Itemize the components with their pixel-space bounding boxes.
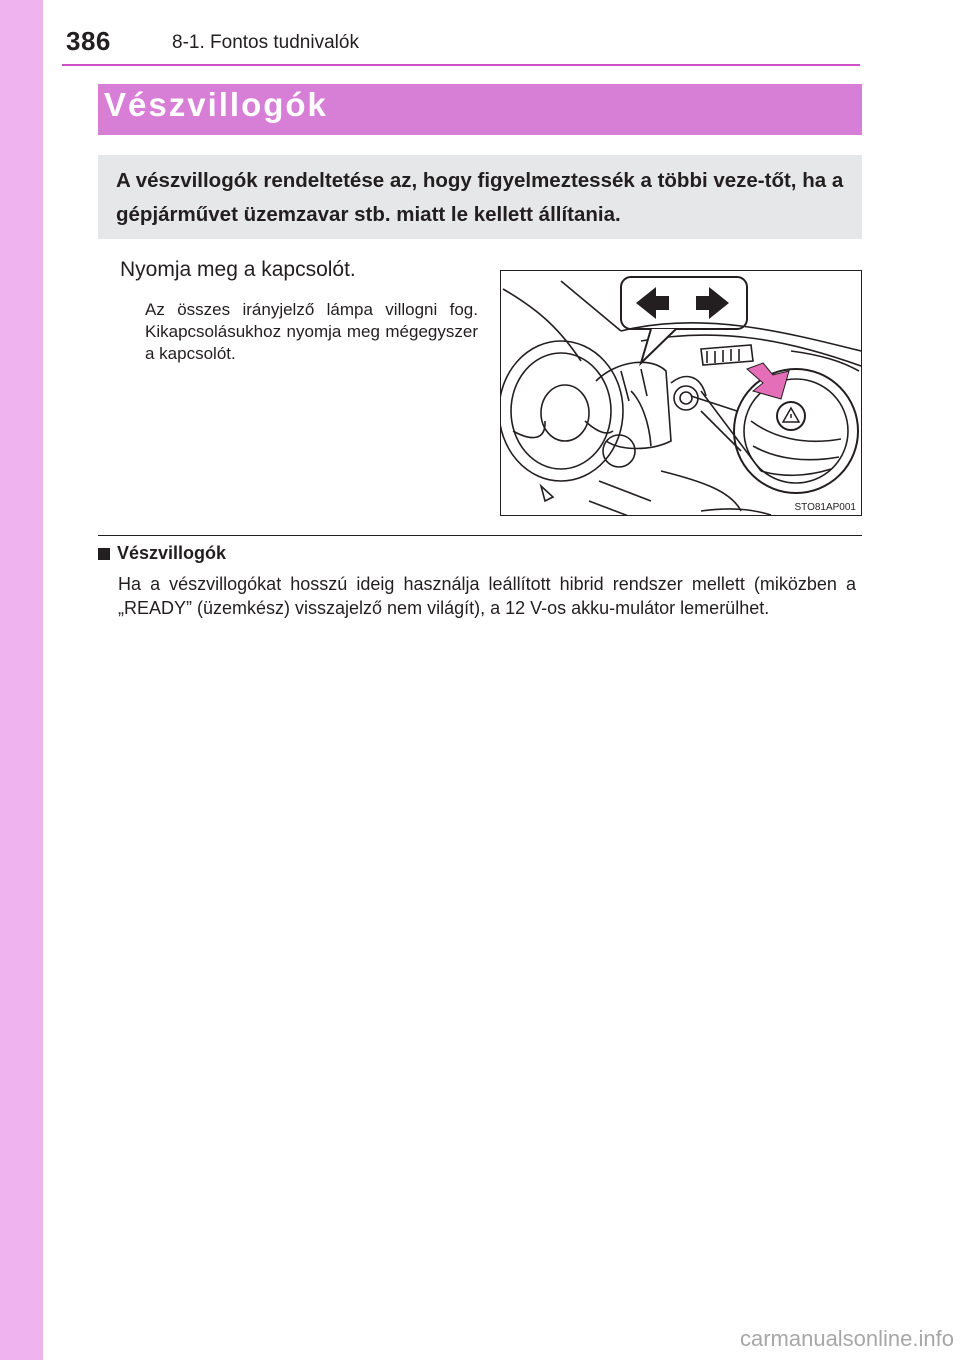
- note-body: Ha a vészvillogókat hosszú ideig használja leállított hibrid rendszer mellett (miközben a „READY” (üzemkész) visszajelző nem világít), a 12 V-os akku-mulátor lemerülhet.: [118, 574, 856, 618]
- footer-watermark: carmanualsonline.info: [739, 1326, 954, 1351]
- side-strip: [0, 0, 43, 1360]
- chapter-title: 8-1. Fontos tudnivalók: [172, 32, 359, 53]
- intro-text: A vészvillogók rendeltetése az, hogy figyelmeztessék a többi veze-tőt, ha a gépjárművet üzemzavar stb. miatt le kellett állítania.: [116, 169, 844, 226]
- page-number: 386: [66, 26, 111, 56]
- section-divider: [98, 535, 862, 536]
- figure-code: STO81AP001: [794, 502, 856, 513]
- hazard-triangle-icon: [783, 408, 799, 422]
- step-title: Nyomja meg a kapcsolót.: [120, 258, 356, 281]
- dashboard-illustration: [501, 271, 862, 516]
- step-description: Az összes irányjelző lámpa villogni fog. Kikapcsolásukhoz nyomja meg mégegyszer a kapcsolót.: [145, 300, 478, 363]
- section-title: Vészvillogók: [104, 86, 328, 123]
- hazard-switch-figure: [500, 270, 862, 516]
- left-arrow-icon: [636, 287, 669, 319]
- note-title: Vészvillogók: [117, 543, 227, 563]
- square-bullet-icon: [98, 548, 110, 560]
- right-arrow-icon: [696, 287, 729, 319]
- header-rule: [62, 64, 860, 66]
- press-arrow-icon: [747, 363, 789, 399]
